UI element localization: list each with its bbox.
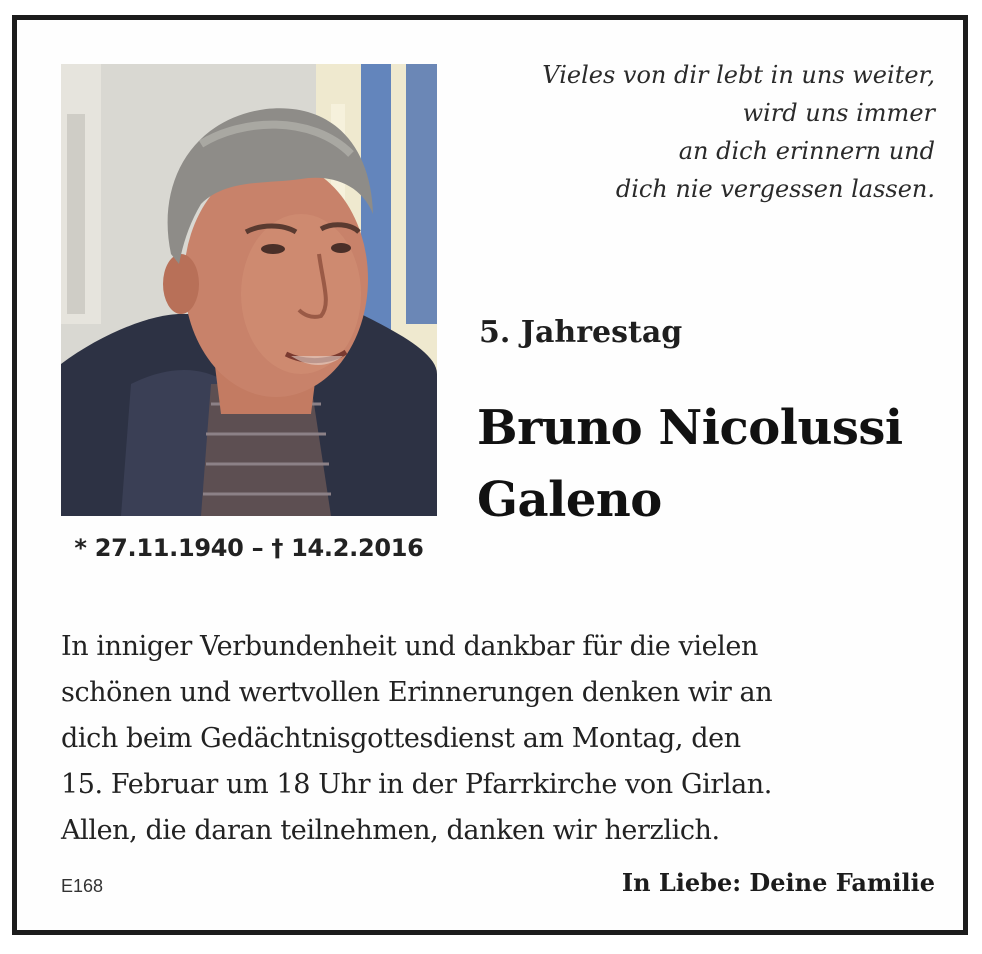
obituary-card <box>12 15 968 935</box>
memorial-poem <box>455 56 935 208</box>
poem-line: dich nie vergessen lassen. <box>615 175 935 203</box>
message-line: Allen, die daran teilnehmen, danken wir herzlich. <box>61 815 720 846</box>
life-dates: * 27.11.1940 – † 14.2.2016 <box>74 534 424 562</box>
name-line-1: Bruno Nicolussi <box>477 400 903 456</box>
deceased-name <box>477 392 903 536</box>
anniversary-heading: 5. Jahrestag <box>479 315 683 350</box>
message-line: dich beim Gedächtnisgottesdienst am Montag, den <box>61 723 741 754</box>
portrait-photo-image <box>61 64 437 516</box>
family-signature: In Liebe: Deine Familie <box>621 868 935 897</box>
message-line: schönen und wertvollen Erinnerungen denken wir an <box>61 677 773 708</box>
portrait-photo <box>61 64 437 516</box>
poem-line: Vieles von dir lebt in uns weiter, <box>542 61 935 89</box>
poem-line: an dich erinnern und <box>678 137 935 165</box>
message-line: In inniger Verbundenheit und dankbar für die vielen <box>61 631 758 662</box>
ad-code: E168 <box>61 876 104 896</box>
poem-line: wird uns immer <box>742 99 935 127</box>
message-line: 15. Februar um 18 Uhr in der Pfarrkirche von Girlan. <box>61 769 772 800</box>
name-line-2: Galeno <box>477 472 662 528</box>
memorial-message <box>61 624 941 854</box>
